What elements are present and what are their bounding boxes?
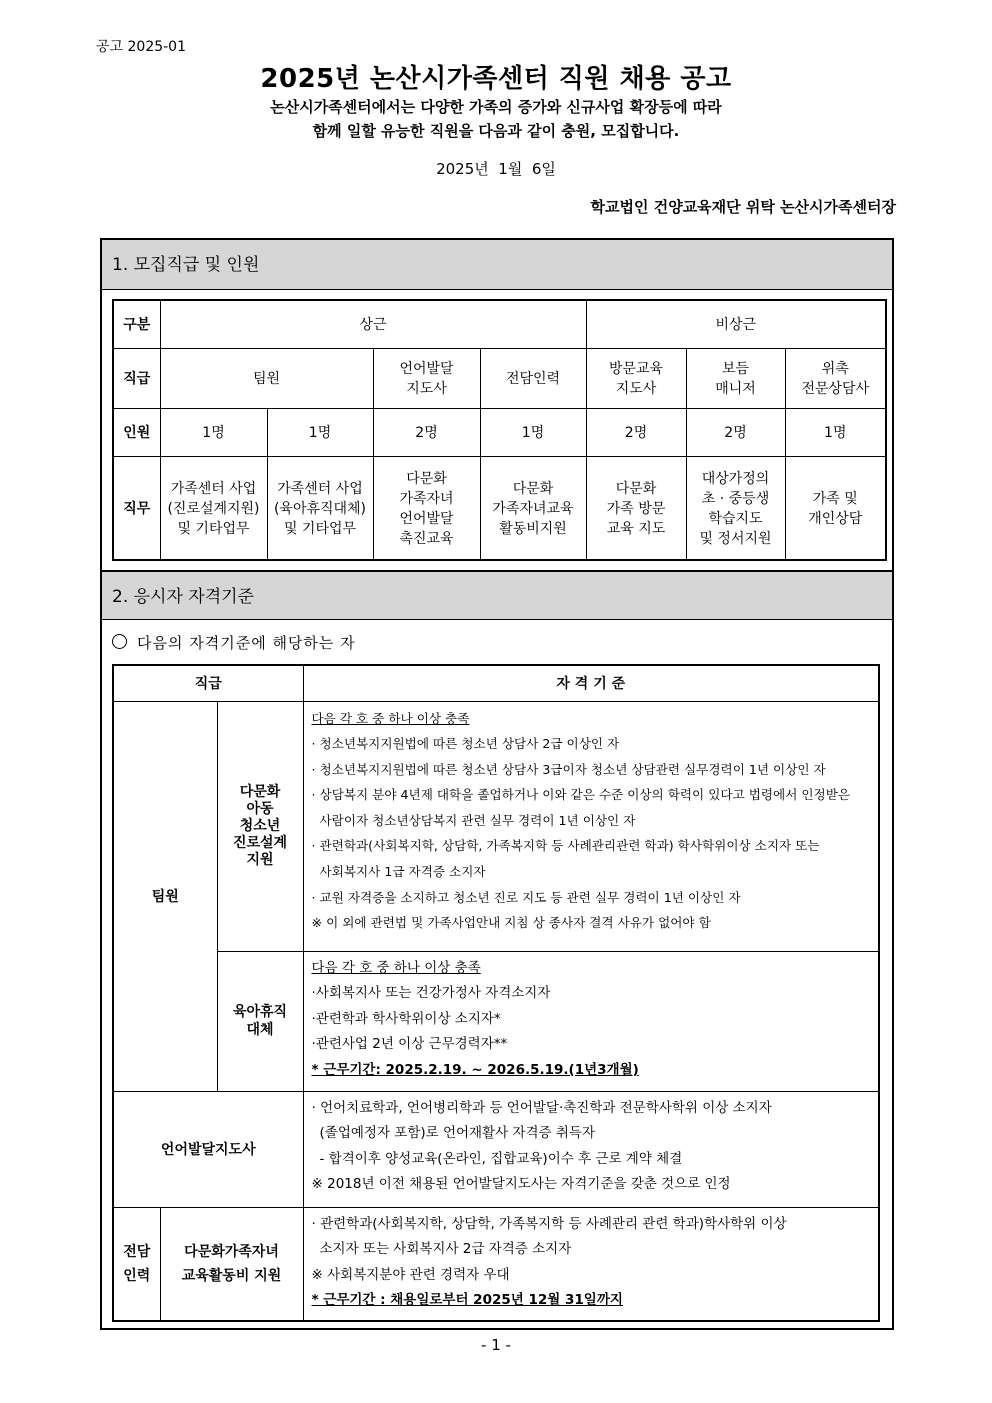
criteria-line: - 합격이후 양성교육(온라인, 집합교육)이수 후 근로 계약 체결 — [319, 1150, 683, 1167]
cell-line: 지원 — [246, 851, 274, 868]
recruitment-table — [112, 299, 887, 561]
rank-cell — [480, 348, 586, 408]
duty-cell — [160, 456, 267, 560]
team-sub1-criteria — [303, 701, 879, 951]
rank-cell — [785, 348, 886, 408]
intro-line-2: 함께 일할 유능한 직원을 다음과 같이 충원, 모집합니다. — [312, 122, 680, 140]
criteria-line: ※ 사회복지분야 관련 경력자 우대 — [311, 1266, 510, 1283]
cell-line: 및 기타업무 — [283, 520, 357, 537]
qualification-table — [112, 664, 880, 1322]
duty-cell — [785, 456, 886, 560]
cell-line: 개인상담 — [808, 510, 863, 527]
cell-line: 아동 — [246, 800, 274, 817]
issuer: 학교법인 건양교육재단 위탁 논산시가족센터장 — [590, 198, 896, 216]
dedicated-label — [113, 1207, 160, 1321]
criteria-line: · 청소년복지지원법에 따른 청소년 상담사 2급 이상인 자 — [311, 736, 620, 752]
page-title: 2025년 논산시가족센터 직원 채용 공고 — [260, 64, 732, 94]
criteria-line: · 교원 자격증을 소지하고 청소년 진로 지도 등 관련 실무 경력이 1년 이상인 자 — [311, 889, 741, 905]
team-sub2-criteria — [303, 951, 879, 1091]
criteria-line: 사회복지사 1급 자격증 소지자 — [319, 864, 486, 880]
criteria-line: · 관련학과(사회복지학, 상담학, 가족복지학 등 사례관리관련 학과) 학사학위이상 소지자 또는 — [311, 838, 820, 854]
cell-line: 청소년 — [239, 817, 281, 834]
duty-cell — [267, 456, 373, 560]
criteria-line: 다음 각 호 중 하나 이상 충족 — [311, 710, 470, 726]
cell-line: 가족센터 사업 — [170, 480, 257, 497]
col-header-rank: 직급 — [113, 665, 303, 701]
cell-line: 대상가정의 — [701, 470, 770, 487]
cell-line: (육아휴직대체) — [273, 500, 367, 517]
criteria-line: ※ 이 외에 관련법 및 가족사업안내 지침 상 종사자 결격 사유가 없어야 함 — [311, 915, 711, 931]
cell-line: 진로설계 — [232, 834, 288, 851]
row-label-duty: 직무 — [113, 456, 160, 560]
rank-cell — [160, 348, 373, 408]
duty-cell — [373, 456, 480, 560]
cell-line: 교육 지도 — [606, 520, 666, 537]
cell-line: 및 기타업무 — [177, 520, 250, 537]
duty-cell — [586, 456, 686, 560]
cell-line: 언어발달 — [399, 510, 454, 527]
duty-cell — [480, 456, 586, 560]
headcount-cell: 2명 — [586, 408, 686, 456]
cell-line: 언어발달 — [399, 361, 454, 377]
cell-line: 가족자녀 — [399, 490, 454, 507]
criteria-line: · 언어치료학과, 언어병리학과 등 언어발달·촉진학과 전문학사학위 이상 소지자 — [311, 1099, 772, 1116]
headcount-cell: 1명 — [480, 408, 586, 456]
intro-line-1: 논산시가족센터에서는 다양한 가족의 증가와 신규사업 확장등에 따라 — [270, 98, 722, 116]
duty-cell — [686, 456, 785, 560]
criteria-line: * 근무기간: 2025.2.19. ~ 2026.5.19.(1년3개월) — [311, 1061, 639, 1078]
cell-line: 학습지도 — [708, 510, 763, 527]
qualification-condition — [112, 632, 356, 653]
cell-line: 교육활동비 지원 — [181, 1267, 282, 1284]
rank-cell — [373, 348, 480, 408]
cell-line: 인력 — [123, 1267, 151, 1284]
headcount-cell: 1명 — [785, 408, 886, 456]
criteria-line: * 근무기간 : 채용일로부터 2025년 12월 31일까지 — [311, 1292, 623, 1309]
cell-line: 지도사 — [615, 381, 657, 397]
cell-line: 보듬 — [721, 361, 750, 377]
group-fulltime: 상근 — [160, 300, 586, 348]
cell-line: 대체 — [246, 1022, 274, 1038]
cell-line: 활동비지원 — [499, 520, 567, 537]
cell-line: (진로설계지원) — [167, 500, 260, 517]
criteria-line: · 관련학과(사회복지학, 상담학, 가족복지학 등 사례관리 관련 학과)학사학위 이상 — [311, 1215, 787, 1232]
criteria-line: 사람이자 청소년상담복지 관련 실무 경력이 1년 이상인 자 — [319, 812, 636, 828]
rank-cell — [686, 348, 785, 408]
cell-line: 전담 — [123, 1243, 151, 1260]
row-label-category: 구분 — [113, 300, 160, 348]
section2-heading: 2. 응시자 자격기준 — [102, 570, 892, 620]
rank-cell — [586, 348, 686, 408]
circle-bullet-icon — [112, 634, 127, 649]
criteria-line: ·관련사업 2년 이상 근무경력자** — [311, 1036, 508, 1053]
headcount-cell: 1명 — [267, 408, 373, 456]
cell-line: 가족센터 사업 — [277, 480, 363, 497]
speech-criteria — [303, 1091, 879, 1207]
cell-line: 가족 방문 — [606, 500, 666, 517]
criteria-line: ·사회복지사 또는 건강가정사 자격소지자 — [311, 985, 551, 1002]
cell-line: 다문화 — [615, 480, 657, 497]
dedicated-criteria — [303, 1207, 879, 1321]
criteria-line: · 청소년복지지원법에 따른 청소년 상담사 3급이자 청소년 상담관련 실무경력이 1년 이상인 자 — [311, 761, 826, 777]
headcount-cell: 2명 — [686, 408, 785, 456]
notice-number: 공고 2025-01 — [96, 39, 186, 55]
cell-line: 전문상담사 — [801, 381, 870, 397]
cell-line: 팀원 — [252, 371, 281, 387]
row-label-rank: 직급 — [113, 348, 160, 408]
condition-text: 다음의 자격기준에 해당하는 자 — [137, 634, 356, 652]
cell-line: 다문화 — [512, 480, 554, 497]
criteria-line: · 상담복지 분야 4년제 대학을 졸업하거나 이와 같은 수준 이상의 학력이 있다고 법령에서 인정받은 — [311, 787, 851, 803]
criteria-line: 소지자 또는 사회복지사 2급 자격증 소지자 — [319, 1241, 572, 1258]
document-frame — [100, 238, 894, 1330]
cell-line: 매니저 — [715, 381, 756, 397]
headcount-cell: 2명 — [373, 408, 480, 456]
cell-line: 전담인력 — [505, 371, 561, 387]
cell-line: 촉진교육 — [399, 530, 454, 547]
cell-line: 및 정서지원 — [699, 530, 772, 547]
criteria-line: 다음 각 호 중 하나 이상 충족 — [311, 959, 481, 976]
team-sub1-label — [217, 701, 303, 951]
cell-line: 다문화가족자녀 — [184, 1243, 279, 1260]
headcount-cell: 1명 — [160, 408, 267, 456]
team-sub2-label — [217, 951, 303, 1091]
col-header-criteria: 자 격 기 준 — [303, 665, 879, 701]
group-parttime: 비상근 — [586, 300, 886, 348]
criteria-line: ※ 2018년 이전 채용된 언어발달지도사는 자격기준을 갖춘 것으로 인정 — [311, 1176, 731, 1193]
cell-line: 가족 및 — [812, 490, 858, 507]
cell-line: 위촉 — [821, 361, 849, 377]
cell-line: 가족자녀교육 — [492, 500, 574, 517]
criteria-line: ·관련학과 학사학위이상 소지자* — [311, 1010, 501, 1027]
speech-label: 언어발달지도사 — [113, 1091, 303, 1207]
criteria-line: (졸업예정자 포함)로 언어재활사 자격증 취득자 — [319, 1125, 595, 1142]
row-label-headcount: 인원 — [113, 408, 160, 456]
page-number: - 1 - — [481, 1336, 511, 1354]
team-label: 팀원 — [113, 701, 217, 1091]
notice-date: 2025년 1월 6일 — [436, 160, 556, 178]
cell-line: 육아휴직 — [232, 1004, 288, 1020]
cell-line: 초 · 중등생 — [701, 490, 770, 507]
cell-line: 지도사 — [406, 381, 447, 397]
cell-line: 방문교육 — [608, 361, 664, 377]
section1-heading: 1. 모집직급 및 인원 — [102, 240, 892, 290]
cell-line: 다문화 — [406, 470, 447, 487]
cell-line: 다문화 — [239, 783, 281, 800]
dedicated-sub-label — [160, 1207, 303, 1321]
